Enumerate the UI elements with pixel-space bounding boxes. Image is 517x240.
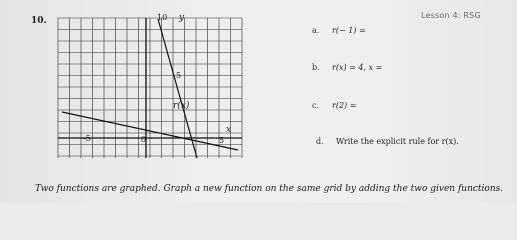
part-d-text: Write the explicit rule for r(x). <box>336 137 459 146</box>
function-label: r(x) <box>173 101 190 111</box>
instructions: Two functions are graphed. Graph a new function on the same grid by adding the two given functions. <box>35 184 504 194</box>
y-mid-label: 5 <box>176 71 182 80</box>
part-c-letter: c. <box>312 101 320 110</box>
question-number: 10. <box>31 16 47 26</box>
y-top-label: 10 <box>157 13 168 22</box>
origin-label: 0 <box>141 135 147 144</box>
part-c-text: r(2) = <box>332 101 357 110</box>
part-a <box>312 26 366 35</box>
part-d-letter: d. <box>316 137 324 146</box>
x-neg-label: -5 <box>83 134 91 143</box>
part-b <box>312 63 382 72</box>
part-a-letter: a. <box>312 26 320 35</box>
part-d <box>316 137 459 146</box>
y-axis-label: y <box>179 13 185 23</box>
part-b-letter: b. <box>312 63 320 72</box>
part-c <box>312 101 356 110</box>
x-axis-label: x <box>226 125 232 135</box>
part-a-text: r(− 1) = <box>332 26 366 35</box>
x-pos-label: 5 <box>219 136 225 145</box>
part-b-text: r(x) = 4, x = <box>332 63 383 72</box>
lesson-title: Lesson 4: RSG <box>421 11 481 20</box>
